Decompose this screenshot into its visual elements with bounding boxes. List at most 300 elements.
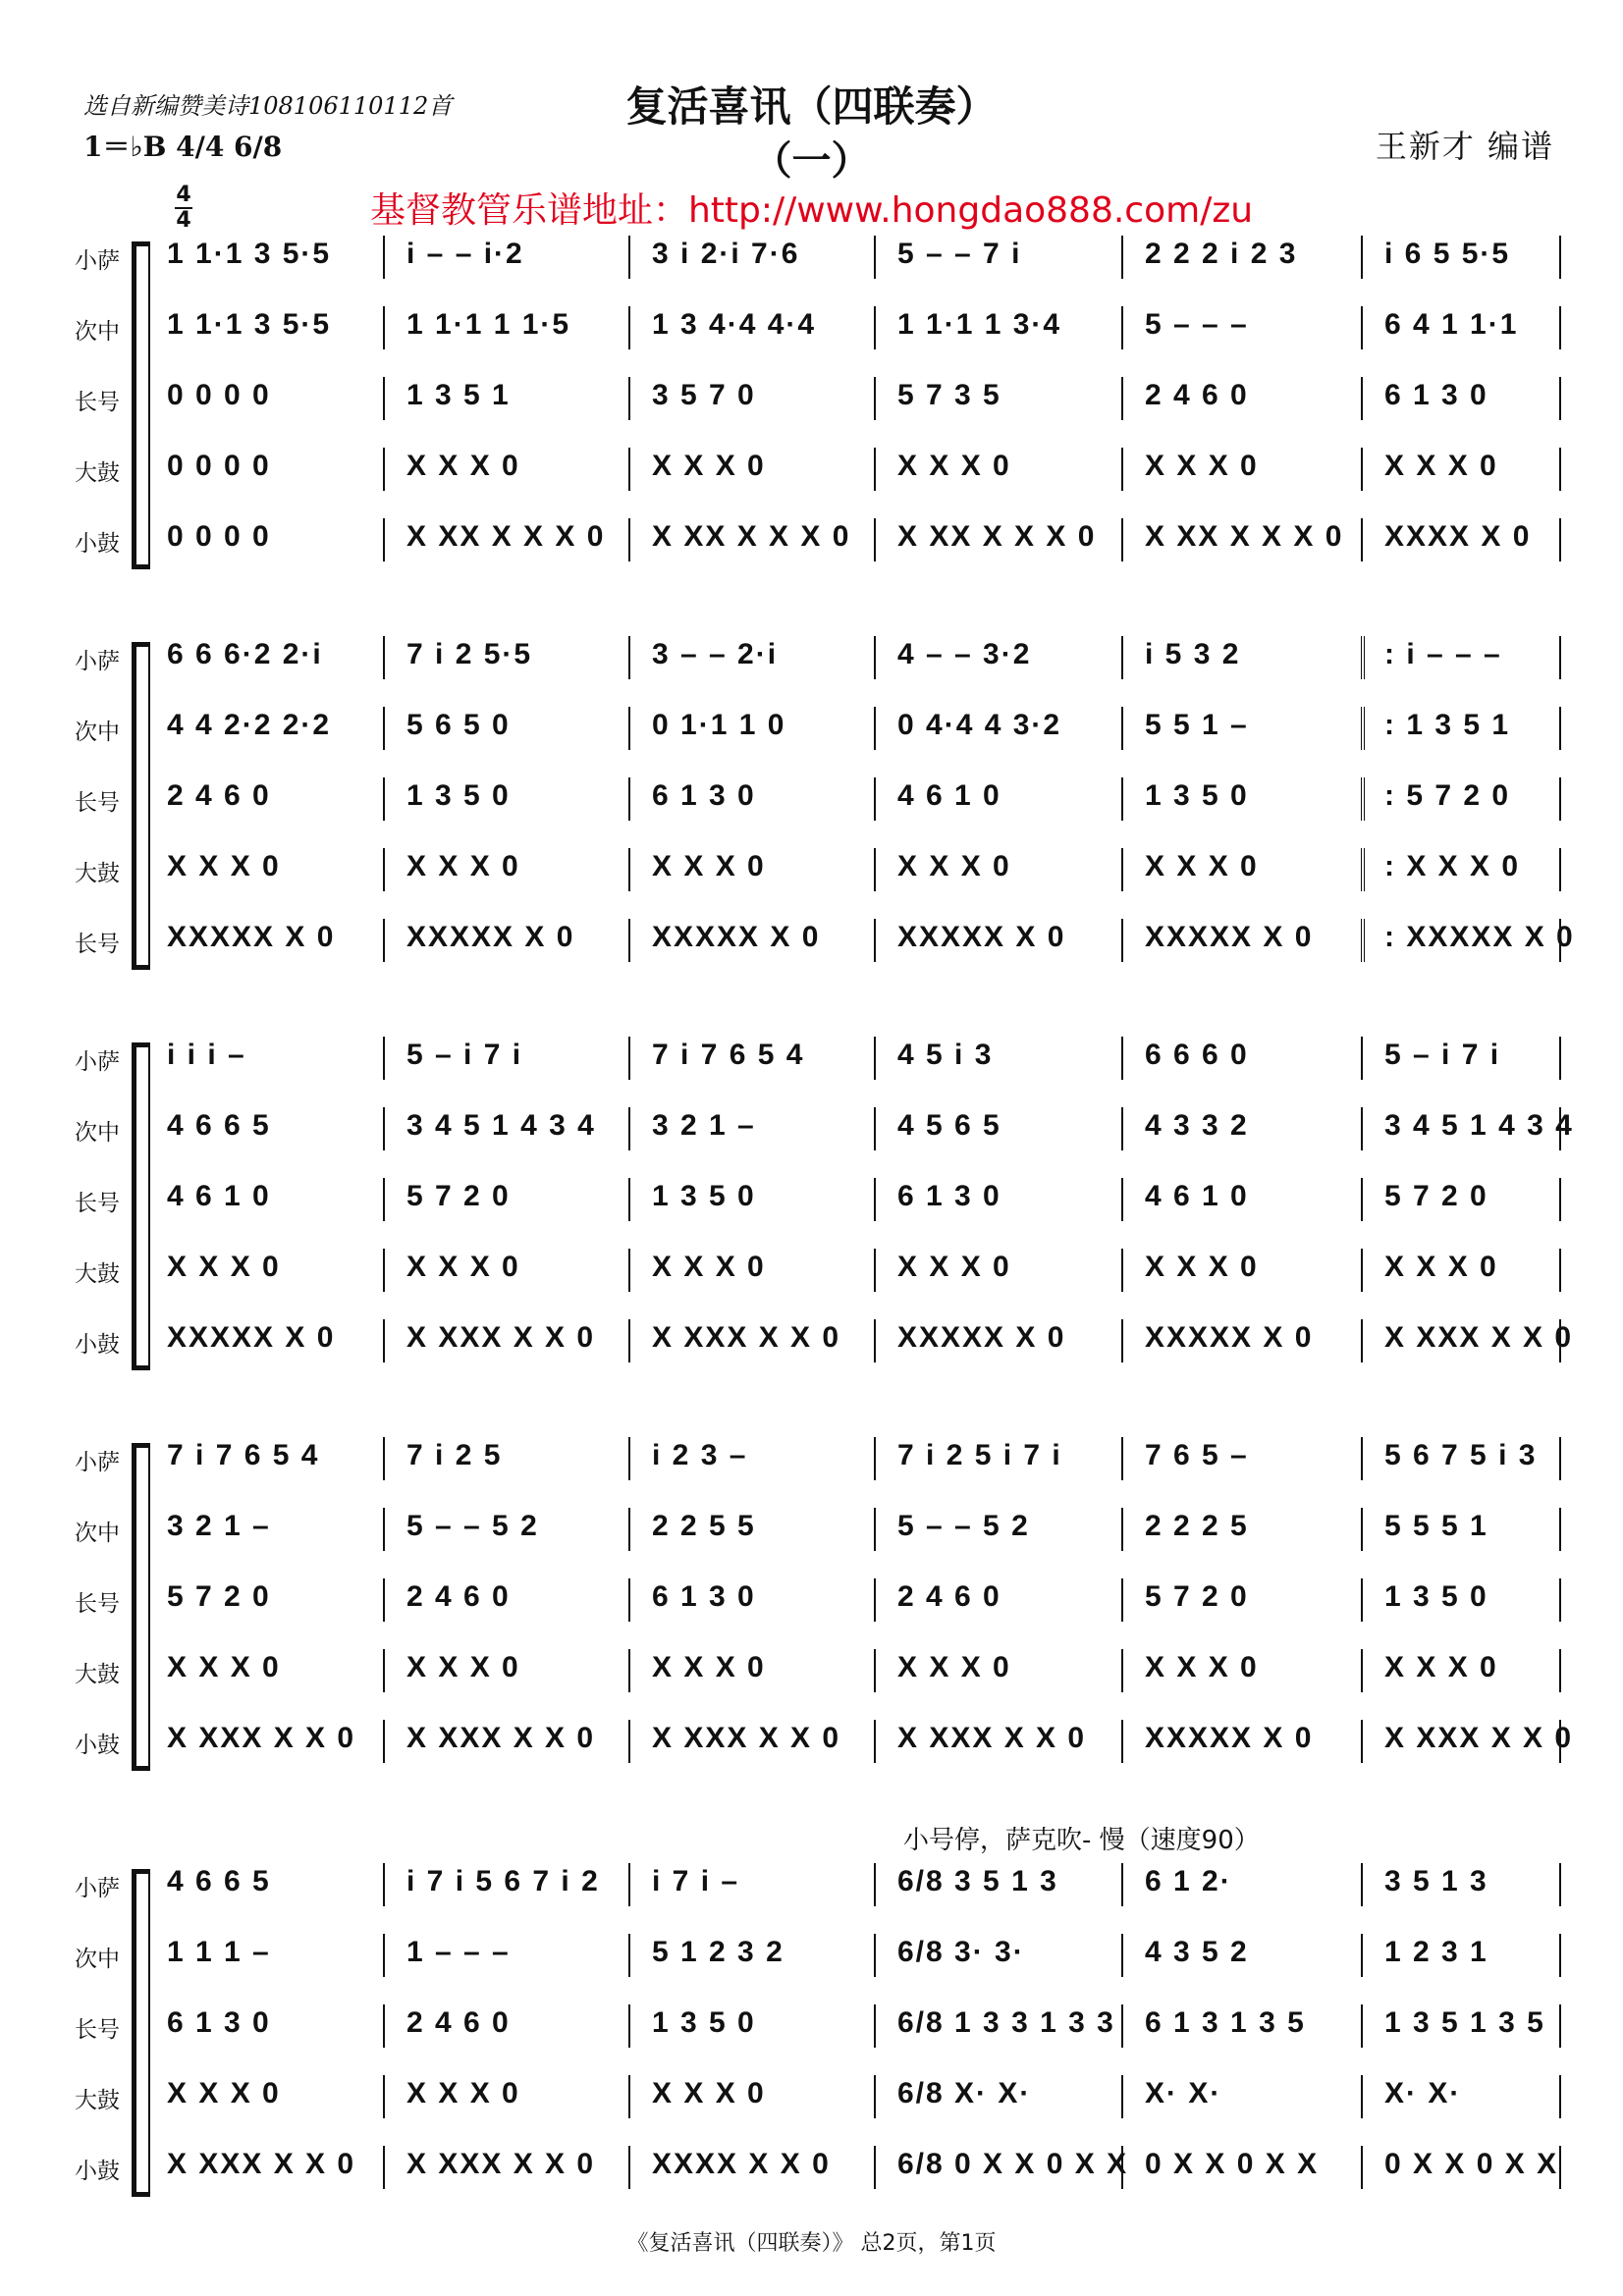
bar-line — [383, 1107, 385, 1150]
tempo-annotation: 小号停，萨克吹- 慢（速度90） — [903, 1826, 1260, 1855]
bar-line — [1121, 1508, 1123, 1551]
measure: 1 – – – — [406, 1936, 511, 1968]
measure: 6 1 2· — [1145, 1865, 1232, 1897]
measure: X X X 0 — [1145, 450, 1259, 482]
bar-line — [1121, 1319, 1123, 1362]
bar-line — [1121, 1437, 1123, 1480]
bar-line — [1559, 777, 1561, 821]
measure: X X X 0 — [1384, 1251, 1498, 1283]
bar-line — [1361, 377, 1363, 420]
bar-line — [1121, 2146, 1123, 2189]
measure: X X X 0 — [897, 850, 1011, 882]
measure: 5 7 3 5 — [897, 379, 1001, 411]
measure: i i i – — [167, 1039, 246, 1071]
measure: XXXXX X 0 — [652, 921, 821, 953]
instrument-label: 长号 — [75, 390, 120, 415]
bar-line — [874, 2146, 876, 2189]
bar-line — [874, 448, 876, 491]
bar-line — [1559, 236, 1561, 279]
bar-line — [1361, 1863, 1363, 1906]
measure: X XX X X X 0 — [897, 520, 1097, 553]
bar-line — [1559, 448, 1561, 491]
bar-line — [874, 1649, 876, 1692]
instrument-label: 长号 — [75, 2017, 120, 2043]
bar-line — [383, 518, 385, 561]
page-subtitle: （一） — [752, 138, 871, 184]
bar-line — [628, 1508, 630, 1551]
measure: 3 5 7 0 — [652, 379, 756, 411]
measure: 5 6 7 5 i 3 — [1384, 1439, 1538, 1471]
bar-line — [383, 2004, 385, 2048]
bar-line — [1361, 1649, 1363, 1692]
score-link[interactable]: 基督教管乐谱地址：http://www.hongdao888.com/zu — [369, 190, 1254, 231]
measure: : X X X 0 — [1384, 850, 1521, 882]
measure: 6 1 3 1 3 5 — [1145, 2006, 1306, 2039]
bar-line — [1121, 1578, 1123, 1622]
bar-line — [874, 1178, 876, 1221]
bar-line — [1559, 2075, 1561, 2118]
bar-line — [628, 377, 630, 420]
bar-line — [1559, 636, 1561, 679]
staff-row — [0, 699, 1623, 754]
measure: 6 1 3 0 — [897, 1180, 1001, 1212]
measure: X X X 0 — [1145, 850, 1259, 882]
measure: 6 1 3 0 — [167, 2006, 271, 2039]
bar-line — [1559, 1178, 1561, 1221]
bar-line — [383, 306, 385, 349]
measure: XXXXX X 0 — [1145, 1321, 1314, 1354]
bar-line — [1121, 707, 1123, 750]
measure: X XXX X X 0 — [1384, 1321, 1574, 1354]
staff-row — [0, 1641, 1623, 1696]
instrument-label: 小萨 — [75, 248, 120, 274]
measure: 1 3 5 1 — [406, 379, 511, 411]
bar-line — [1559, 1319, 1561, 1362]
measure: X X X 0 — [167, 850, 281, 882]
measure: 7 i 2 5 i 7 i — [897, 1439, 1062, 1471]
measure: X X X 0 — [652, 450, 766, 482]
measure: 6 6 6·2 2·i — [167, 638, 323, 670]
bar-line — [628, 1107, 630, 1150]
measure: : XXXXX X 0 — [1384, 921, 1575, 953]
measure: i 6 5 5·5 — [1384, 238, 1511, 270]
staff-row — [0, 1029, 1623, 1084]
measure: 1 1·1 1 1·5 — [406, 308, 571, 341]
bar-line — [628, 1720, 630, 1763]
bar-line — [874, 777, 876, 821]
measure: X X X 0 — [167, 1251, 281, 1283]
measure: 5 – – – — [1145, 308, 1249, 341]
measure: 5 6 5 0 — [406, 709, 511, 741]
measure: 5 – i 7 i — [1384, 1039, 1501, 1071]
bar-line — [628, 2075, 630, 2118]
bar-line — [628, 1863, 630, 1906]
bar-line — [1121, 1720, 1123, 1763]
bar-line — [1121, 1863, 1123, 1906]
bar-line — [628, 1578, 630, 1622]
bar-line — [628, 636, 630, 679]
instrument-label: 大鼓 — [75, 1662, 120, 1687]
measure: XXXXX X 0 — [897, 921, 1066, 953]
bar-line — [1361, 448, 1363, 491]
bar-line — [1559, 1720, 1561, 1763]
measure: 1 3 4·4 4·4 — [652, 308, 817, 341]
bar-line — [383, 1319, 385, 1362]
measure: 3 – – 2·i — [652, 638, 779, 670]
measure: X X X 0 — [1145, 1651, 1259, 1683]
measure: 3 i 2·i 7·6 — [652, 238, 800, 270]
instrument-label: 小萨 — [75, 649, 120, 674]
bar-line — [1559, 1649, 1561, 1692]
time-sig-bottom: 4 — [176, 208, 191, 233]
measure: 1 3 5 1 3 5 — [1384, 2006, 1545, 2039]
measure: XXXXX X 0 — [167, 921, 336, 953]
bar-line — [874, 1508, 876, 1551]
measure: X XXX X X 0 — [167, 2148, 356, 2180]
staff-row — [0, 1571, 1623, 1626]
measure: XXXXX X 0 — [406, 921, 575, 953]
measure: 7 i 7 6 5 4 — [652, 1039, 805, 1071]
bar-line — [1361, 636, 1365, 679]
bar-line — [874, 1319, 876, 1362]
bar-line — [1559, 377, 1561, 420]
measure: 2 4 6 0 — [167, 779, 271, 812]
staff-row — [0, 298, 1623, 353]
measure: X X X 0 — [652, 1651, 766, 1683]
bar-line — [628, 1178, 630, 1221]
measure: 7 i 2 5·5 — [406, 638, 533, 670]
measure: : 5 7 2 0 — [1384, 779, 1511, 812]
bar-line — [383, 777, 385, 821]
measure: XXXX X X 0 — [652, 2148, 831, 2180]
measure: 5 7 2 0 — [1384, 1180, 1488, 1212]
measure: 6/8 3 5 1 3 — [897, 1865, 1058, 1897]
bar-line — [1361, 777, 1365, 821]
measure: 1 3 5 0 — [1384, 1580, 1488, 1613]
measure: 3 2 1 – — [652, 1109, 756, 1142]
measure: 5 7 2 0 — [406, 1180, 511, 1212]
bar-line — [1361, 707, 1365, 750]
bar-line — [383, 236, 385, 279]
bar-line — [628, 777, 630, 821]
measure: X· X· — [1145, 2077, 1222, 2109]
bar-line — [383, 1578, 385, 1622]
source-note: 选自新编赞美诗108106110112首 — [83, 92, 453, 120]
measure: 4 – – 3·2 — [897, 638, 1032, 670]
bar-line — [1121, 1649, 1123, 1692]
measure: 1 3 5 0 — [1145, 779, 1249, 812]
instrument-label: 次中 — [75, 1120, 120, 1146]
bar-line — [1361, 236, 1363, 279]
measure: 4 3 5 2 — [1145, 1936, 1249, 1968]
bar-line — [1559, 2004, 1561, 2048]
bar-line — [1559, 306, 1561, 349]
time-signature — [175, 185, 192, 232]
bar-line — [874, 236, 876, 279]
bar-line — [1559, 1508, 1561, 1551]
bar-line — [874, 2004, 876, 2048]
bar-line — [383, 848, 385, 891]
measure: 2 2 5 5 — [652, 1510, 756, 1542]
bar-line — [874, 1934, 876, 1977]
bar-line — [628, 518, 630, 561]
measure: 1 2 3 1 — [1384, 1936, 1488, 1968]
measure: 2 4 6 0 — [406, 2006, 511, 2039]
measure: XXXXX X 0 — [167, 1321, 336, 1354]
bar-line — [1121, 2004, 1123, 2048]
measure: X XX X X X 0 — [1145, 520, 1344, 553]
bar-line — [628, 306, 630, 349]
instrument-label: 次中 — [75, 720, 120, 745]
bar-line — [1121, 1107, 1123, 1150]
measure: 4 4 2·2 2·2 — [167, 709, 332, 741]
instrument-label: 小萨 — [75, 1876, 120, 1901]
staff-row — [0, 1997, 1623, 2052]
measure: 0 0 0 0 — [167, 450, 271, 482]
measure: 0 4·4 4 3·2 — [897, 709, 1062, 741]
instrument-label: 长号 — [75, 790, 120, 816]
bar-line — [874, 636, 876, 679]
staff-row — [0, 2138, 1623, 2193]
instrument-label: 小萨 — [75, 1450, 120, 1475]
measure: X X X 0 — [406, 850, 520, 882]
bar-line — [1361, 1934, 1363, 1977]
bar-line — [1559, 919, 1561, 962]
bar-line — [1361, 1107, 1363, 1150]
bar-line — [383, 2146, 385, 2189]
measure: 5 1 2 3 2 — [652, 1936, 784, 1968]
bar-line — [1361, 1578, 1363, 1622]
instrument-label: 大鼓 — [75, 460, 120, 486]
bar-line — [628, 1437, 630, 1480]
bar-line — [628, 2146, 630, 2189]
bar-line — [628, 707, 630, 750]
instrument-label: 大鼓 — [75, 2088, 120, 2113]
bar-line — [874, 2075, 876, 2118]
bar-line — [1121, 919, 1123, 962]
bar-line — [628, 1037, 630, 1080]
measure: 5 – – 5 2 — [406, 1510, 539, 1542]
measure: 3 2 1 – — [167, 1510, 271, 1542]
time-sig-top: 4 — [176, 183, 191, 207]
bar-line — [1121, 1934, 1123, 1977]
bar-line — [628, 1249, 630, 1292]
measure: 5 5 1 – — [1145, 709, 1249, 741]
measure: 1 1·1 3 5·5 — [167, 238, 332, 270]
measure: X· X· — [1384, 2077, 1462, 2109]
bar-line — [1361, 1249, 1363, 1292]
measure: 7 i 7 6 5 4 — [167, 1439, 320, 1471]
bar-line — [383, 1037, 385, 1080]
bar-line — [628, 919, 630, 962]
instrument-label: 小鼓 — [75, 2159, 120, 2184]
instrument-label: 次中 — [75, 319, 120, 345]
bar-line — [1361, 1508, 1363, 1551]
staff-row — [0, 228, 1623, 283]
measure: X XXX X X 0 — [406, 2148, 596, 2180]
bar-line — [628, 236, 630, 279]
measure: 0 1·1 1 0 — [652, 709, 786, 741]
bar-line — [1559, 2146, 1561, 2189]
measure: 1 3 5 0 — [406, 779, 511, 812]
measure: XXXX X 0 — [1384, 520, 1532, 553]
instrument-label: 大鼓 — [75, 861, 120, 886]
staff-row — [0, 1099, 1623, 1154]
measure: i – – i·2 — [406, 238, 524, 270]
page-title: 复活喜讯（四联奏） — [625, 82, 998, 131]
measure: 1 1·1 3 5·5 — [167, 308, 332, 341]
bar-line — [628, 1934, 630, 1977]
measure: 0 0 0 0 — [167, 520, 271, 553]
bar-line — [1559, 1863, 1561, 1906]
bar-line — [874, 707, 876, 750]
bar-line — [1121, 636, 1123, 679]
measure: 0 X X 0 X X — [1384, 2148, 1559, 2180]
measure: X X X 0 — [652, 1251, 766, 1283]
measure: X X X 0 — [1145, 1251, 1259, 1283]
measure: 6 4 1 1·1 — [1384, 308, 1519, 341]
measure: 5 – – 5 2 — [897, 1510, 1030, 1542]
measure: 5 5 5 1 — [1384, 1510, 1488, 1542]
measure: X X X 0 — [897, 450, 1011, 482]
measure: 2 4 6 0 — [897, 1580, 1001, 1613]
measure: 6 1 3 0 — [652, 779, 756, 812]
bar-line — [1121, 306, 1123, 349]
bar-line — [874, 1863, 876, 1906]
measure: i 7 i 5 6 7 i 2 — [406, 1865, 600, 1897]
bar-line — [1559, 1249, 1561, 1292]
bar-line — [383, 1934, 385, 1977]
bar-line — [1121, 1037, 1123, 1080]
bar-line — [1121, 377, 1123, 420]
staff-row — [0, 1429, 1623, 1484]
staff-row — [0, 840, 1623, 895]
bar-line — [628, 448, 630, 491]
bar-line — [1361, 1178, 1363, 1221]
measure: 7 6 5 – — [1145, 1439, 1249, 1471]
measure: 3 5 1 3 — [1384, 1865, 1488, 1897]
measure: X X X 0 — [652, 2077, 766, 2109]
measure: X XX X X X 0 — [406, 520, 606, 553]
bar-line — [383, 2075, 385, 2118]
instrument-label: 小鼓 — [75, 1332, 120, 1358]
bar-line — [1559, 1107, 1561, 1150]
bar-line — [1361, 2075, 1363, 2118]
staff-row — [0, 1170, 1623, 1225]
bar-line — [874, 1107, 876, 1150]
measure: 2 2 2 5 — [1145, 1510, 1249, 1542]
measure: X X X 0 — [652, 850, 766, 882]
bar-line — [1121, 1178, 1123, 1221]
staff-row — [0, 770, 1623, 825]
bar-line — [1559, 518, 1561, 561]
measure: X X X 0 — [1384, 1651, 1498, 1683]
measure: 6 1 3 0 — [652, 1580, 756, 1613]
page-footer: 《复活喜讯（四联奏）》 总2页，第1页 — [626, 2231, 997, 2256]
measure: X XX X X X 0 — [652, 520, 851, 553]
measure: XXXXX X 0 — [897, 1321, 1066, 1354]
staff-row — [0, 1500, 1623, 1555]
measure: X X X 0 — [406, 450, 520, 482]
measure: X X X 0 — [406, 1651, 520, 1683]
bar-line — [874, 377, 876, 420]
bar-line — [1121, 2075, 1123, 2118]
measure: X X X 0 — [1384, 450, 1498, 482]
measure: 6/8 1 3 3 1 3 3 — [897, 2006, 1115, 2039]
bar-line — [1559, 848, 1561, 891]
bar-line — [1121, 236, 1123, 279]
measure: X X X 0 — [897, 1651, 1011, 1683]
instrument-label: 长号 — [75, 932, 120, 957]
bar-line — [874, 1249, 876, 1292]
measure: X X X 0 — [167, 2077, 281, 2109]
bar-line — [1121, 848, 1123, 891]
measure: 1 1 1 – — [167, 1936, 271, 1968]
measure: X XXX X X 0 — [406, 1321, 596, 1354]
instrument-label: 长号 — [75, 1191, 120, 1216]
bar-line — [383, 636, 385, 679]
measure: 6 1 3 0 — [1384, 379, 1488, 411]
measure: 5 – – 7 i — [897, 238, 1022, 270]
measure: 1 3 5 0 — [652, 2006, 756, 2039]
measure: 4 6 1 0 — [1145, 1180, 1249, 1212]
staff-row — [0, 1855, 1623, 1910]
measure: 2 4 6 0 — [1145, 379, 1249, 411]
measure: 4 6 6 5 — [167, 1109, 271, 1142]
bar-line — [383, 707, 385, 750]
bar-line — [1121, 518, 1123, 561]
measure: X XXX X X 0 — [652, 1321, 841, 1354]
bar-line — [383, 919, 385, 962]
bar-line — [1121, 1249, 1123, 1292]
measure: 3 4 5 1 4 3 4 — [1384, 1109, 1574, 1142]
bar-line — [628, 848, 630, 891]
bar-line — [383, 1863, 385, 1906]
bar-line — [1121, 448, 1123, 491]
bar-line — [874, 306, 876, 349]
bar-line — [874, 848, 876, 891]
measure: 7 i 2 5 — [406, 1439, 503, 1471]
bar-line — [1361, 1437, 1363, 1480]
bar-line — [874, 518, 876, 561]
staff-row — [0, 440, 1623, 495]
bar-line — [874, 1578, 876, 1622]
bar-line — [874, 1720, 876, 1763]
measure: : i – – – — [1384, 638, 1502, 670]
bar-line — [1361, 2004, 1363, 2048]
measure: X XXX X X 0 — [167, 1722, 356, 1754]
measure: 1 3 5 0 — [652, 1180, 756, 1212]
bar-line — [1361, 919, 1365, 962]
staff-row — [0, 1712, 1623, 1767]
measure: X XXX X X 0 — [897, 1722, 1087, 1754]
bar-line — [1559, 1934, 1561, 1977]
measure: X XXX X X 0 — [1384, 1722, 1574, 1754]
measure: 4 5 i 3 — [897, 1039, 994, 1071]
bar-line — [1559, 1437, 1561, 1480]
bar-line — [383, 1437, 385, 1480]
bar-line — [383, 1249, 385, 1292]
instrument-label: 小鼓 — [75, 1733, 120, 1758]
instrument-label: 长号 — [75, 1591, 120, 1617]
bar-line — [1361, 518, 1363, 561]
bar-line — [383, 448, 385, 491]
measure: 0 X X 0 X X — [1145, 2148, 1320, 2180]
measure: 3 4 5 1 4 3 4 — [406, 1109, 596, 1142]
staff-row — [0, 911, 1623, 966]
bar-line — [874, 919, 876, 962]
bar-line — [383, 1720, 385, 1763]
